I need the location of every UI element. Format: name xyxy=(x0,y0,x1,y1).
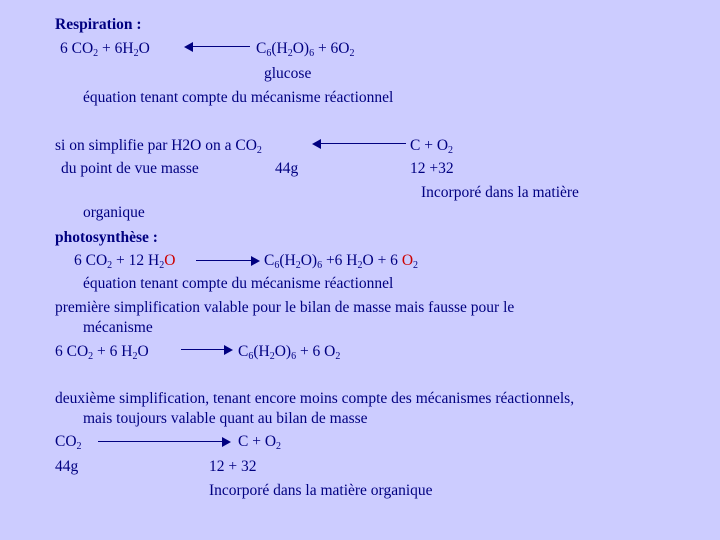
reaction-arrow-icon xyxy=(181,345,233,355)
first-simplification-products: $C_6(H_2O)_6 + 6$ $O_2$ xyxy=(238,343,341,362)
reaction-arrow-icon xyxy=(196,256,260,266)
simplify-reactant: si on simplifie par H2O on a $CO_2$ xyxy=(55,137,262,156)
highlight-oxygen: O xyxy=(401,252,414,269)
photosynthesis-title: photosynthèse : xyxy=(55,229,158,246)
mass-left: 44g xyxy=(275,160,299,177)
second-mass-left: 44g xyxy=(55,458,79,475)
second-simplification-text: deuxième simplification, tenant encore moins compte des mécanismes réactionnels, xyxy=(55,390,575,407)
mass-right: 12 +32 xyxy=(410,160,454,177)
incorporated-label-cont: organique xyxy=(83,204,145,221)
highlight-oxygen: O xyxy=(164,252,176,269)
second-incorporated-label: Incorporé dans la matière organique xyxy=(209,482,433,499)
respiration-reactants: 6 $CO_2 + 6H_2O$ xyxy=(60,40,150,59)
reaction-arrow-icon xyxy=(98,437,231,447)
second-simplification-products: $C + O_2$ xyxy=(238,433,282,452)
first-simplification-text: première simplification valable pour le bilan de masse mais fausse pour le xyxy=(55,299,515,316)
photosynthesis-products: $C_6(H_2O)_6 +6$ $H_2O + 6$ $O_2$ xyxy=(264,252,419,271)
second-simplification-reactant: $CO_2$ xyxy=(55,433,82,452)
glucose-label: glucose xyxy=(264,65,312,82)
first-simplification-reactants: 6 $CO_2 + 6$ $H_2O$ xyxy=(55,343,149,362)
first-simplification-text-cont: mécanisme xyxy=(83,319,153,336)
reaction-arrow-icon xyxy=(312,139,406,149)
respiration-products: $C_6(H_2O)_6 + 6O_2$ xyxy=(256,40,355,59)
second-simplification-text-cont: mais toujours valable quant au bilan de masse xyxy=(83,410,368,427)
simplify-products: $C + O_2$ xyxy=(410,137,454,156)
mass-label: du point de vue masse xyxy=(61,160,199,177)
second-mass-right: 12 + 32 xyxy=(209,458,257,475)
photosynthesis-note: équation tenant compte du mécanisme réactionnel xyxy=(83,275,394,292)
respiration-title: Respiration : xyxy=(55,16,142,33)
incorporated-label: Incorporé dans la matière xyxy=(421,184,579,201)
respiration-note: équation tenant compte du mécanisme réactionnel xyxy=(83,89,394,106)
reaction-arrow-icon xyxy=(184,42,250,52)
photosynthesis-reactants: 6 $CO_2 + 12$ $H_2O$ xyxy=(74,252,176,271)
